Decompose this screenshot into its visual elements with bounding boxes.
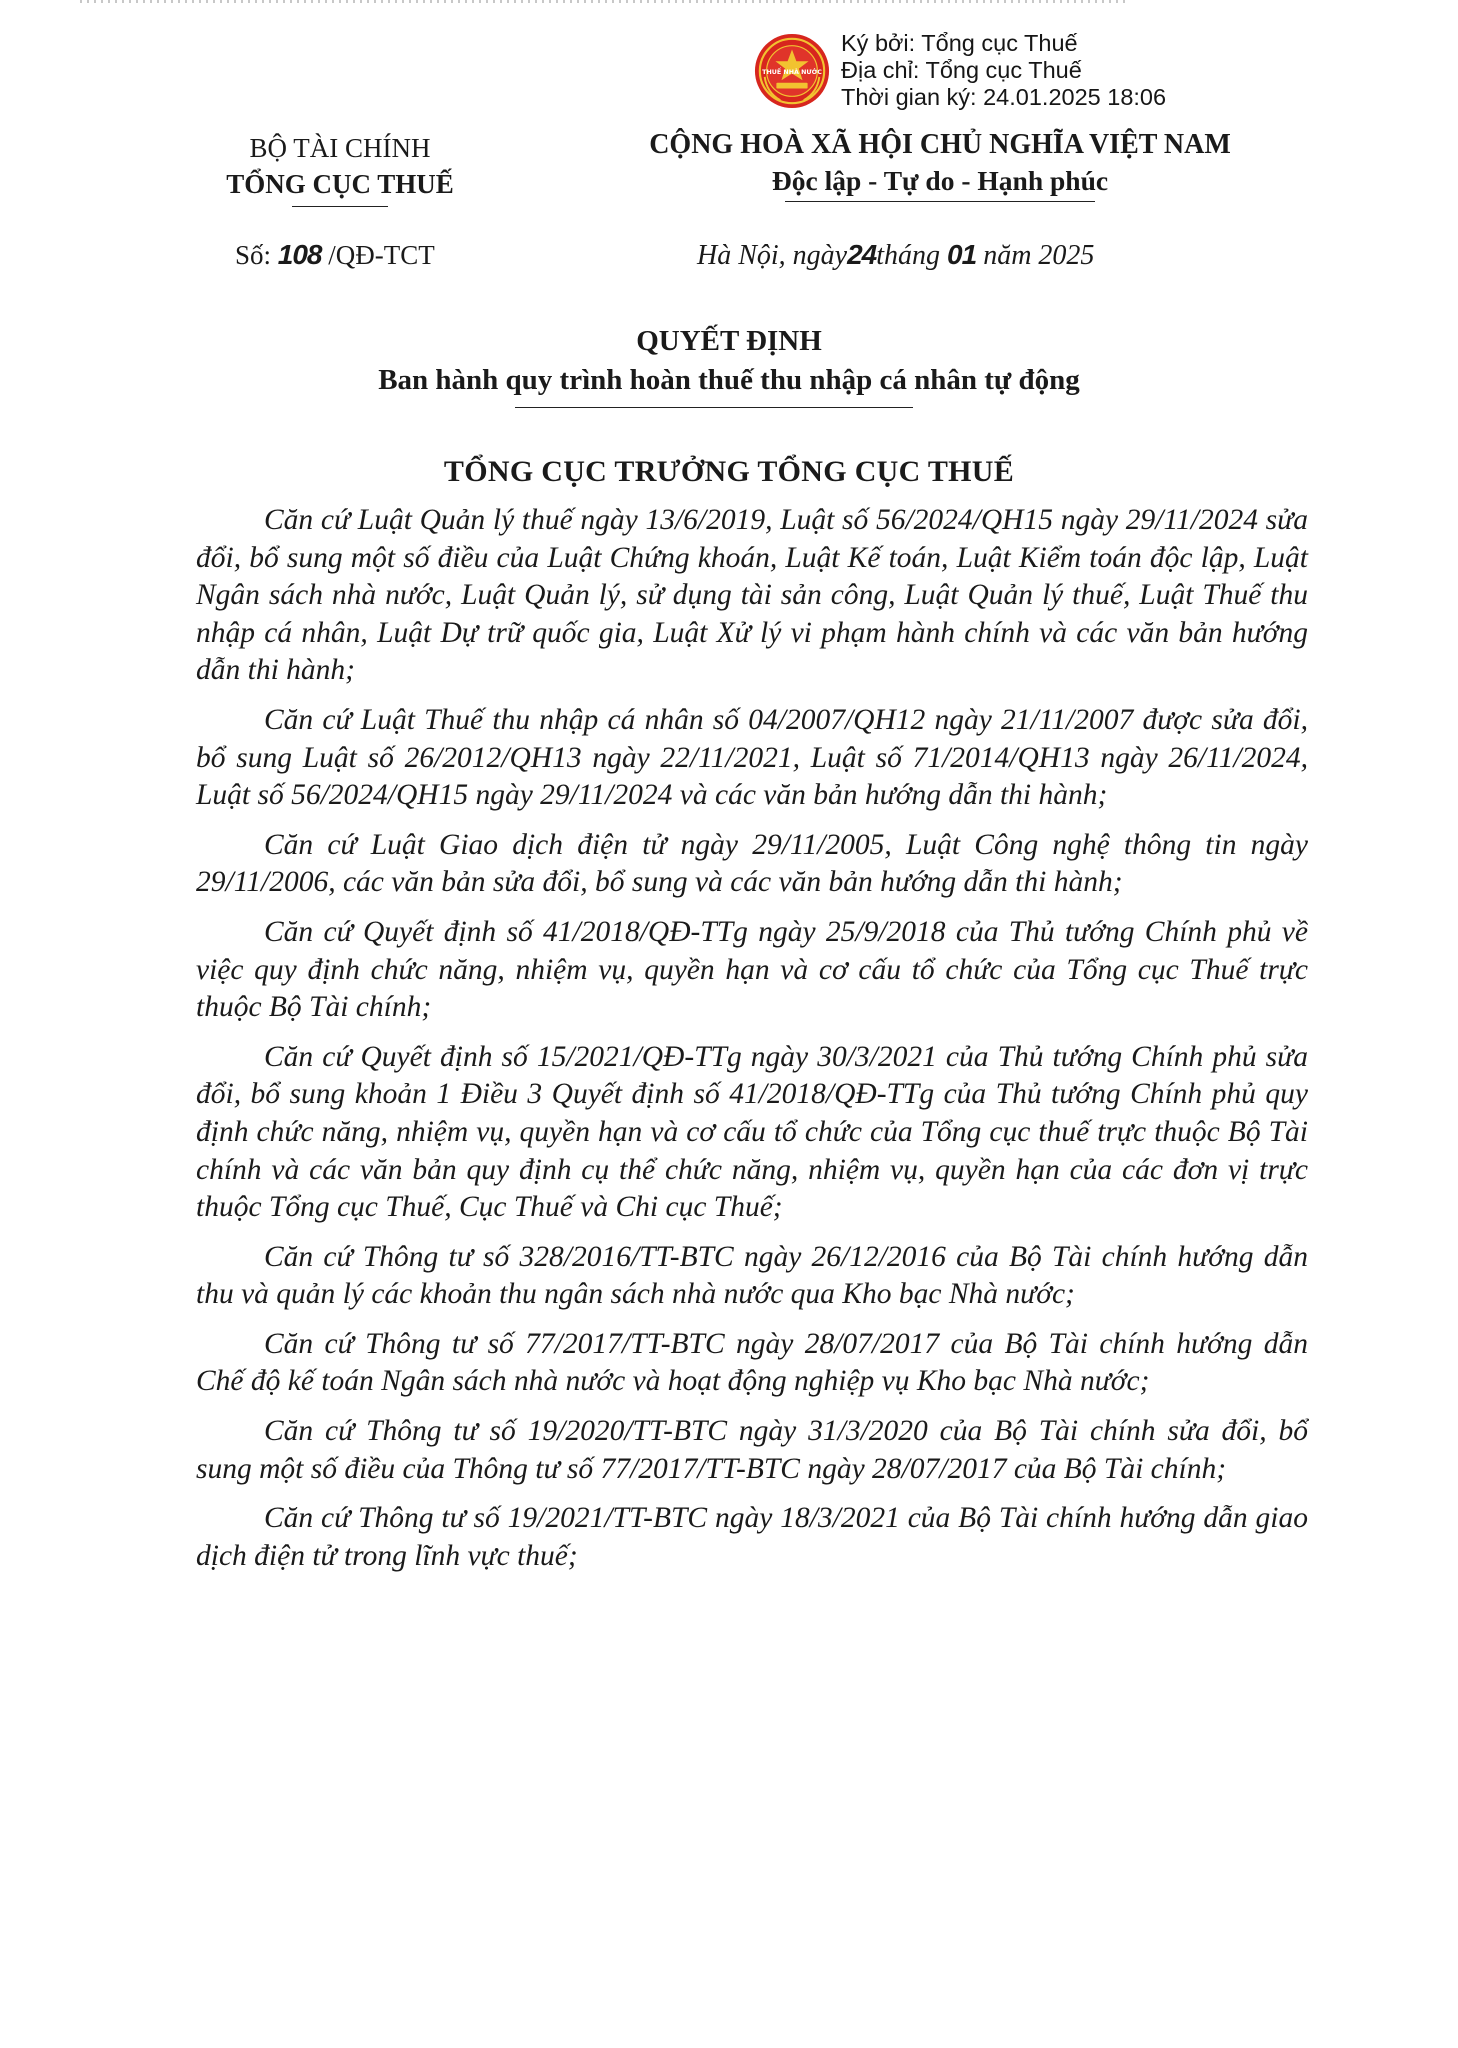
- legal-basis-paragraph: Căn cứ Quyết định số 15/2021/QĐ-TTg ngày 30/3/2021 của Thủ tướng Chính phủ sửa đổi, bổ sung khoản 1 Điều 3 Quyết định số 41/2018/QĐ-TTg của Thủ tướng Chính phủ quy định chức năng, nhiệm vụ, quyền hạn và cơ cấu tổ chức của Tổng cục thuế trực thuộc Bộ Tài chính và các văn bản quy định cụ thể chức năng, nhiệm vụ, quyền hạn của các đơn vị trực thuộc Tổng cục Thuế, Cục Thuế và Chi cục Thuế;: [196, 1040, 1308, 1224]
- handwritten-number: 108: [277, 239, 322, 270]
- legal-basis-paragraph: Căn cứ Thông tư số 19/2020/TT-BTC ngày 31/3/2020 của Bộ Tài chính sửa đổi, bổ sung một số điều của Thông tư số 77/2017/TT-BTC ngày 28/07/2017 của Bộ Tài chính;: [196, 1415, 1308, 1485]
- motto-underline: [785, 201, 1095, 202]
- handwritten-day: 24: [847, 239, 877, 270]
- agency-underline: [292, 206, 388, 207]
- legal-basis-paragraph: Căn cứ Luật Giao dịch điện tử ngày 29/11/2005, Luật Công nghệ thông tin ngày 29/11/2006, các văn bản sửa đổi, bổ sung và các văn bản hướng dẫn thi hành;: [196, 828, 1308, 899]
- signed-by: Ký bởi: Tổng cục Thuế: [841, 30, 1078, 56]
- legal-basis-paragraph: Căn cứ Luật Thuế thu nhập cá nhân số 04/2007/QH12 ngày 21/11/2007 được sửa đổi, bổ sung Luật số 26/2012/QH13 ngày 22/11/2021, Luật số 71/2014/QH13 ngày 26/11/2024, Luật số 56/2024/QH15 ngày 29/11/2024 và các văn bản hướng dẫn thi hành;: [196, 703, 1308, 812]
- legal-basis-paragraph: Căn cứ Thông tư số 328/2016/TT-BTC ngày 26/12/2016 của Bộ Tài chính hướng dẫn thu và quản lý các khoản thu ngân sách nhà nước qua Kho bạc Nhà nước;: [196, 1240, 1308, 1311]
- subtitle-underline: [515, 407, 913, 408]
- national-emblem-seal-icon: [753, 32, 831, 110]
- issuing-authority: TỔNG CỤC TRƯỞNG TỔNG CỤC THUẾ: [443, 455, 1015, 488]
- handwritten-month: 01: [947, 239, 977, 270]
- legal-basis-paragraph: Căn cứ Thông tư số 19/2021/TT-BTC ngày 18/3/2021 của Bộ Tài chính hướng dẫn giao dịch điện tử trong lĩnh vực thuế;: [196, 1502, 1308, 1572]
- scan-artifact-top: [80, 0, 1130, 3]
- ministry-name: BỘ TÀI CHÍNH: [249, 133, 431, 163]
- issuing-agency-header: [190, 130, 490, 207]
- signed-time: Thời gian ký: 24.01.2025 18:06: [841, 84, 1167, 110]
- issue-date: Hà Nội, ngày24tháng 01 năm 2025: [697, 239, 1095, 271]
- country-name: CỘNG HOÀ XÃ HỘI CHỦ NGHĨA VIỆT NAM: [649, 129, 1231, 160]
- legal-basis: [196, 502, 1308, 1587]
- agency-name: TỔNG CỤC THUẾ: [226, 169, 454, 199]
- document-number: Số: 108 /QĐ-TCT: [235, 239, 435, 270]
- legal-basis-paragraph: Căn cứ Thông tư số 77/2017/TT-BTC ngày 28/07/2017 của Bộ Tài chính hướng dẫn Chế độ kế toán Ngân sách nhà nước và hoạt động nghiệp vụ Kho bạc Nhà nước;: [196, 1327, 1308, 1398]
- legal-basis-paragraph: Căn cứ Luật Quản lý thuế ngày 13/6/2019, Luật số 56/2024/QH15 ngày 29/11/2024 sửa đổi, bổ sung một số điều của Luật Chứng khoán, Luật Kế toán, Luật Kiểm toán độc lập, Luật Ngân sách nhà nước, Luật Quản lý, sử dụng tài sản công, Luật Quản lý thuế, Luật Thuế thu nhập cá nhân, Luật Dự trữ quốc gia, Luật Xử lý vi phạm hành chính và các văn bản hướng dẫn thi hành;: [196, 504, 1308, 687]
- svg-text:THUẾ NHÀ NƯỚC: THUẾ NHÀ NƯỚC: [762, 68, 822, 76]
- digital-signature-box: [753, 30, 1173, 114]
- decision-title: QUYẾT ĐỊNH: [636, 325, 822, 357]
- legal-basis-paragraph: Căn cứ Quyết định số 41/2018/QĐ-TTg ngày 25/9/2018 của Thủ tướng Chính phủ về việc quy định chức năng, nhiệm vụ, quyền hạn và cơ cấu tổ chức của Tổng cục Thuế trực thuộc Bộ Tài chính;: [196, 915, 1308, 1024]
- decision-subtitle: Ban hành quy trình hoàn thuế thu nhập cá nhân tự động: [378, 364, 1080, 396]
- national-motto: Độc lập - Tự do - Hạnh phúc: [771, 165, 1109, 196]
- national-header: [580, 127, 1300, 202]
- signer-address: Địa chỉ: Tổng cục Thuế: [841, 57, 1082, 83]
